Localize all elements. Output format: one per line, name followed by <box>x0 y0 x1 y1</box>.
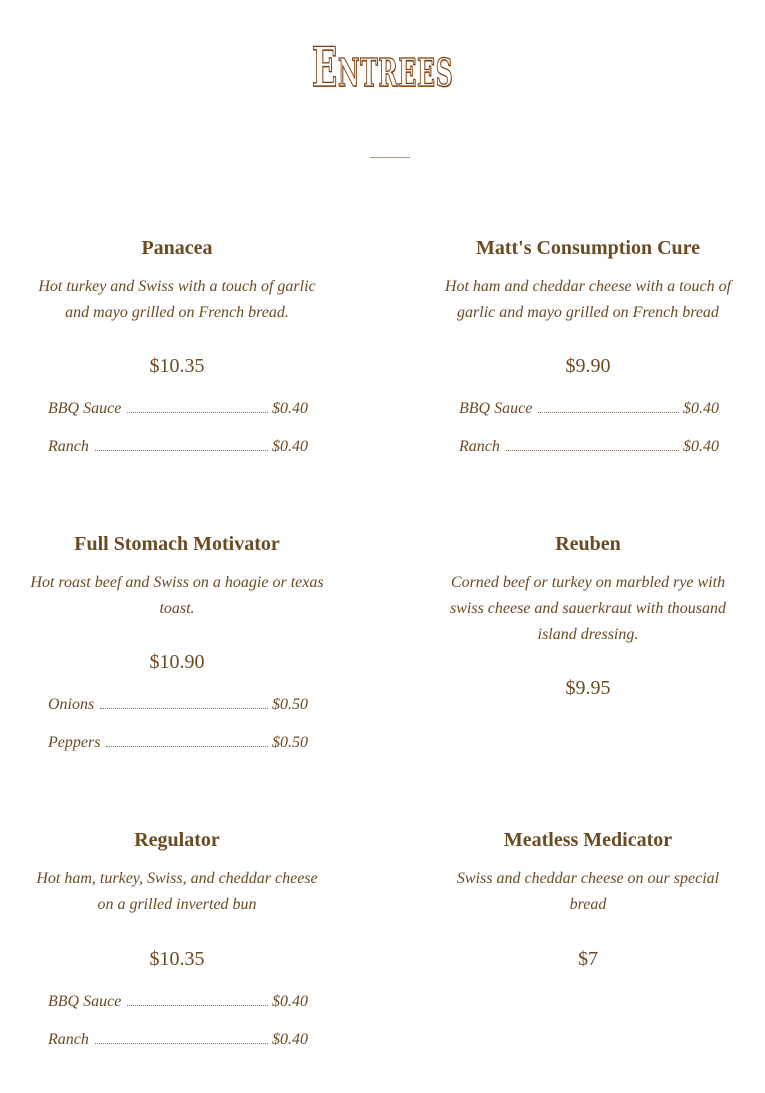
item-name: Matt's Consumption Cure <box>475 237 701 259</box>
addon-row <box>459 437 719 475</box>
addon-price: $0.40 <box>272 1031 308 1048</box>
addon-price: $0.40 <box>683 438 719 455</box>
item-price: $7 <box>578 948 598 970</box>
addon-row <box>48 1030 308 1068</box>
addon-name: Ranch <box>48 1031 89 1048</box>
item-name: Panacea <box>141 237 213 259</box>
menu-item-meatless-medicator <box>438 828 738 918</box>
item-description: Corned beef or turkey on marbled rye with swiss cheese and sauerkraut with thousand island dressing. <box>450 574 726 643</box>
addon-price: $0.40 <box>683 400 719 417</box>
addon-row <box>48 733 308 771</box>
addon-name: Ranch <box>459 438 500 455</box>
item-price-matts-consumption-cure <box>438 354 738 378</box>
item-price: $10.90 <box>149 651 205 673</box>
addon-list-regulator <box>48 992 308 1068</box>
menu-item-panacea <box>27 236 327 326</box>
addon-price: $0.40 <box>272 993 308 1010</box>
item-name: Full Stomach Motivator <box>74 533 280 555</box>
item-price: $10.35 <box>149 355 205 377</box>
addon-name: BBQ Sauce <box>459 400 533 417</box>
item-price-full-stomach-motivator <box>27 650 327 674</box>
addon-price: $0.40 <box>272 400 308 417</box>
addon-list-panacea <box>48 399 308 475</box>
dot-leader <box>95 449 268 451</box>
addon-row <box>459 399 719 437</box>
item-price-regulator <box>27 947 327 971</box>
addon-name: BBQ Sauce <box>48 400 122 417</box>
addon-list-full-stomach-motivator <box>48 695 308 771</box>
item-price-reuben <box>438 676 738 700</box>
dot-leader <box>100 707 268 709</box>
item-description: Swiss and cheddar cheese on our special bread <box>456 870 720 913</box>
item-price-panacea <box>27 354 327 378</box>
item-name: Reuben <box>555 533 621 555</box>
dot-leader <box>127 1004 268 1006</box>
addon-name: Onions <box>48 696 95 713</box>
item-price: $10.35 <box>149 948 205 970</box>
addon-row <box>48 695 308 733</box>
addon-name: Peppers <box>48 734 101 751</box>
menu-item-full-stomach-motivator <box>27 532 327 622</box>
item-description: Hot turkey and Swiss with a touch of garlic and mayo grilled on French bread. <box>38 278 316 321</box>
menu-item-matts-consumption-cure <box>438 236 738 326</box>
addon-price: $0.50 <box>272 734 308 751</box>
dot-leader <box>106 745 268 747</box>
menu-item-regulator <box>27 828 327 918</box>
addon-row <box>48 992 308 1030</box>
addon-row <box>48 399 308 437</box>
item-price: $9.90 <box>565 355 611 377</box>
item-name: Regulator <box>134 829 220 851</box>
dot-leader <box>127 411 268 413</box>
dot-leader <box>95 1042 268 1044</box>
dot-leader <box>538 411 679 413</box>
addon-list-matts-consumption-cure <box>459 399 719 475</box>
item-name: Meatless Medicator <box>503 829 673 851</box>
item-description: Hot ham, turkey, Swiss, and cheddar cheese on a grilled inverted bun <box>36 870 318 913</box>
item-price: $9.95 <box>565 677 611 699</box>
title-divider <box>370 157 410 158</box>
addon-price: $0.40 <box>272 438 308 455</box>
addon-name: BBQ Sauce <box>48 993 122 1010</box>
item-price-meatless-medicator <box>438 947 738 971</box>
addon-row <box>48 437 308 475</box>
dot-leader <box>506 449 679 451</box>
item-description: Hot roast beef and Swiss on a hoagie or texas toast. <box>30 574 324 617</box>
menu-item-reuben <box>438 532 738 648</box>
item-description: Hot ham and cheddar cheese with a touch of garlic and mayo grilled on French bread <box>444 278 732 321</box>
page-title: Entrees <box>311 35 454 99</box>
addon-name: Ranch <box>48 438 89 455</box>
addon-price: $0.50 <box>272 696 308 713</box>
